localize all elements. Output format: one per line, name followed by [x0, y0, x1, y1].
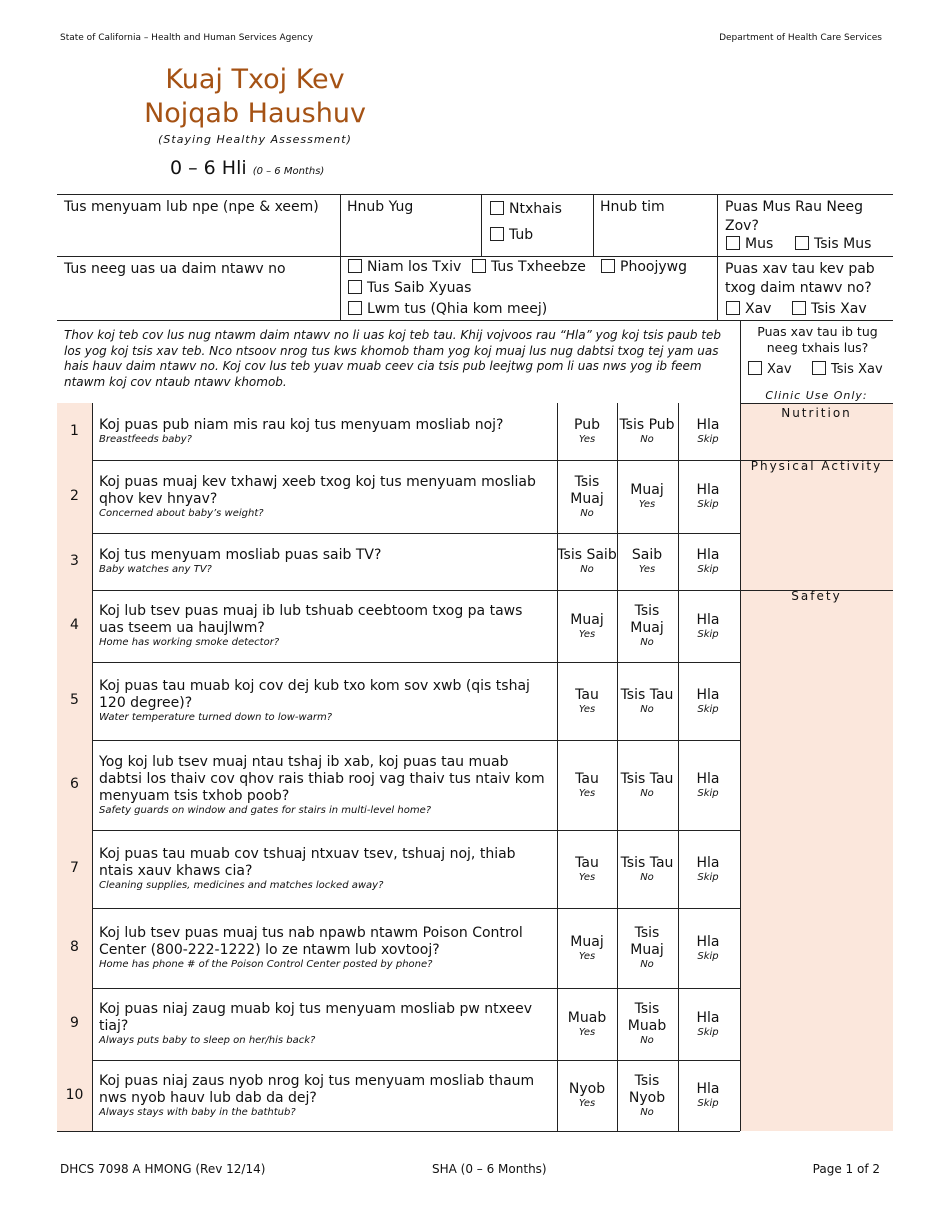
clinic-top-border: [740, 403, 893, 404]
question-text: [99, 474, 549, 520]
help-yes-checkbox[interactable]: [726, 301, 740, 315]
answer-option-a2[interactable]: [617, 771, 677, 800]
answer-label: Hla: [696, 482, 720, 498]
school-yes-checkbox[interactable]: [726, 236, 740, 250]
interpreter-question: Puas xav tau ib tug neeg txhais lus?: [757, 324, 878, 355]
question-row-border: [57, 988, 740, 989]
answer-option-a3[interactable]: [678, 482, 738, 511]
answer-english: Yes: [578, 1026, 596, 1038]
interpreter-no-checkbox[interactable]: [812, 361, 826, 375]
form-subtitle: (Staying Healthy Assessment): [158, 133, 352, 146]
answer-english: Yes: [578, 1098, 596, 1109]
completer-relative-label: Tus Txheebze: [491, 259, 586, 275]
completer-friend-label: Phoojywg: [620, 259, 687, 275]
question-text: [99, 1073, 549, 1119]
answer-option-a1[interactable]: [557, 1081, 617, 1110]
question-row-border: [57, 908, 740, 909]
answer-label: Pub: [574, 417, 600, 433]
interpreter-yes-checkbox[interactable]: [748, 361, 762, 375]
answer-option-a2[interactable]: [617, 417, 677, 446]
answer-english: No: [580, 507, 594, 519]
clinic-use-title: Clinic Use Only:: [765, 389, 868, 402]
completer-other-label: Lwm tus (Qhia kom meej): [367, 301, 548, 317]
completer-option-relative[interactable]: [472, 258, 586, 277]
gender-male-label: Tub: [509, 227, 534, 243]
question-number: 6: [70, 776, 79, 792]
answer-english: No: [640, 871, 654, 883]
answer-english: Skip: [697, 564, 719, 575]
gender-male-option[interactable]: [490, 226, 533, 245]
info-vline-2: [481, 194, 482, 256]
gender-female-checkbox[interactable]: [490, 201, 504, 215]
question-english: Concerned about baby’s weight?: [99, 507, 264, 519]
answer-option-a2[interactable]: [617, 855, 677, 884]
answer-option-a2[interactable]: [617, 482, 677, 511]
question-row-border: [57, 590, 740, 591]
question-number: 1: [70, 422, 79, 439]
question-hmong: Koj puas tau muab cov tshuaj ntxuav tsev, tshuaj noj, thiab ntais xauv khaws cia?: [99, 846, 516, 879]
question-text: [99, 547, 549, 576]
answer-option-a3[interactable]: [678, 1010, 738, 1039]
answer-english: Yes: [578, 871, 596, 883]
interpreter-no-option[interactable]: [812, 360, 883, 379]
answer-option-a1[interactable]: [557, 934, 617, 963]
answer-option-a1[interactable]: [557, 547, 617, 576]
answer-english: Yes: [578, 703, 596, 715]
info-bottom-border: [57, 320, 893, 321]
question-number: 5: [70, 692, 79, 708]
answer-option-a1[interactable]: [557, 771, 617, 800]
question-number: 7: [70, 860, 79, 876]
answer-label: Tau: [575, 854, 599, 871]
question-row-border: [57, 740, 740, 741]
answer-option-a3[interactable]: [678, 417, 738, 446]
answer-label: Tsis Tau: [620, 686, 674, 703]
today-date-label: Hnub tim: [600, 199, 665, 215]
question-grid-vline: [617, 403, 618, 1131]
question-english: Always stays with baby in the bathtub?: [99, 1106, 296, 1118]
question-grid-vline: [557, 403, 558, 1131]
answer-english: Skip: [697, 871, 719, 883]
help-no-checkbox[interactable]: [792, 301, 806, 315]
answer-english: No: [640, 1106, 654, 1118]
question-hmong: Koj lub tsev puas muaj tus nab npawb ntawm Poison Control Center (800-222-1222) lo ze ntawm lub xovtooj?: [99, 925, 523, 958]
info-vline-4: [717, 194, 718, 320]
question-english: Home has phone # of the Poison Control Center posted by phone?: [99, 959, 433, 970]
interpreter-yes-option[interactable]: [748, 360, 792, 379]
answer-label: Tsis Muaj: [570, 473, 604, 507]
completer-label: Tus neeg uas ua daim ntawv no: [64, 261, 286, 277]
birthdate-label: Hnub Yug: [347, 199, 414, 215]
answer-option-a2[interactable]: [617, 547, 677, 576]
question-hmong: Koj puas muaj kev txhawj xeeb txog koj tus menyuam mosliab qhov kev hnyav?: [99, 473, 536, 507]
answer-label: Tsis Muaj: [630, 603, 664, 636]
question-hmong: Koj puas pub niam mis rau koj tus menyuam mosliab noj?: [99, 417, 504, 433]
question-grid-vline: [740, 403, 741, 1131]
answer-option-a2[interactable]: [617, 925, 677, 971]
completer-parent-checkbox[interactable]: [348, 259, 362, 273]
question-hmong: Yog koj lub tsev muaj ntau tshaj ib xab, koj puas tau muab dabtsi los thaiv cov qhov rais thiab rooj vag thaiv tus ntaiv kom menyuam tsis txhob poob?: [99, 753, 545, 804]
question-grid-vline: [678, 403, 679, 1131]
answer-english: No: [640, 637, 654, 648]
info-vline-1: [340, 194, 341, 320]
question-row-border: [57, 830, 740, 831]
answer-option-a1[interactable]: [557, 687, 617, 716]
completer-friend-checkbox[interactable]: [601, 259, 615, 273]
age-range-english: (0 – 6 Months): [252, 166, 325, 177]
interpreter-no-label: Tsis Xav: [831, 362, 883, 377]
answer-label: Muaj: [570, 933, 604, 950]
form-id: DHCS 7098 A HMONG (Rev 12/14): [60, 1162, 266, 1176]
answer-english: Skip: [697, 628, 719, 640]
answer-english: Skip: [697, 1026, 719, 1038]
question-english: Safety guards on window and gates for stairs in multi-level home?: [99, 804, 432, 816]
form-title-line2: Nojqab Haushuv: [144, 98, 366, 129]
answer-english: Yes: [578, 628, 596, 640]
answer-english: No: [640, 1035, 654, 1046]
answer-label: Tsis Nyob: [628, 1072, 666, 1106]
help-question: Puas xav tau kev pab txog daim ntawv no?: [725, 261, 875, 296]
question-text: [99, 925, 549, 971]
school-no-label: Tsis Mus: [814, 236, 872, 252]
answer-label: Hla: [696, 770, 720, 787]
answer-english: Yes: [578, 434, 596, 445]
answer-option-a1[interactable]: [557, 474, 617, 520]
answer-label: Hla: [696, 1081, 720, 1097]
child-name-label: Tus menyuam lub npe (npe & xeem): [64, 199, 319, 215]
answer-english: No: [640, 434, 654, 445]
answer-option-a2[interactable]: [617, 603, 677, 649]
answer-label: Tsis Tau: [620, 770, 674, 787]
answer-english: Skip: [697, 434, 719, 445]
question-text: [99, 754, 549, 817]
department-name: Department of Health Care Services: [719, 33, 882, 43]
answer-english: No: [640, 959, 654, 970]
question-grid-vline: [92, 403, 93, 1131]
answer-english: Skip: [697, 787, 719, 799]
question-english: Cleaning supplies, medicines and matches locked away?: [99, 880, 384, 891]
answer-english: No: [640, 787, 654, 799]
answer-option-a1[interactable]: [557, 855, 617, 884]
answer-label: Tsis Muaj: [630, 925, 664, 958]
answer-label: Hla: [696, 417, 720, 433]
answer-label: Hla: [696, 1009, 720, 1026]
completer-option-other[interactable]: [348, 300, 547, 319]
gender-female-label: Ntxhais: [509, 201, 562, 217]
question-number: 8: [70, 939, 79, 955]
answer-english: Skip: [697, 950, 719, 962]
answer-option-a1[interactable]: [557, 1010, 617, 1039]
help-yes-label: Xav: [745, 301, 772, 317]
answer-english: Skip: [697, 499, 719, 510]
answer-english: Skip: [697, 703, 719, 715]
answer-option-a1[interactable]: [557, 417, 617, 446]
question-hmong: Koj lub tsev puas muaj ib lub tshuab ceebtoom txog pa taws uas tseem ua haujlwm?: [99, 603, 523, 636]
form-name: SHA (0 – 6 Months): [432, 1162, 547, 1176]
question-row-border: [57, 1060, 740, 1061]
answer-option-a1[interactable]: [557, 612, 617, 641]
answer-english: Yes: [578, 950, 596, 962]
answer-label: Tsis Saib: [557, 547, 617, 563]
page-number: Page 1 of 2: [812, 1162, 880, 1176]
answer-label: Muab: [567, 1009, 607, 1026]
answer-option-a2[interactable]: [617, 1001, 677, 1047]
school-question: Puas Mus Rau Neeg Zov?: [725, 199, 863, 234]
info-vline-3: [593, 194, 594, 256]
answer-english: Yes: [578, 787, 596, 799]
answer-label: Saib: [631, 547, 663, 563]
school-yes-label: Mus: [745, 236, 774, 252]
answer-option-a3[interactable]: [678, 1081, 738, 1110]
question-row-border: [57, 662, 740, 663]
question-row-border: [57, 1131, 740, 1132]
help-no-option[interactable]: [792, 300, 867, 319]
answer-english: No: [640, 703, 654, 715]
question-english: Water temperature turned down to low-warm?: [99, 712, 333, 723]
instructions-text: Thov koj teb cov lus nug ntawm daim ntawv no li uas koj teb tau. Khij vojvoos rau “Hla” yog koj tsis paub teb los yog koj tsis xav teb. Nco ntsoov nrog tus kws khomob tham yog koj muaj lus nug dabtsi txog tej yam uas hais hauv daim ntawv no. Koj cov lus teb yuav muab ceev cia tsis pub leejtwg pom li uas nws yog ib feem ntawm koj cov ntaub ntawv khomob.: [64, 328, 721, 389]
form-title-line1: Kuaj Txoj Kev: [165, 64, 345, 95]
answer-option-a2[interactable]: [617, 687, 677, 716]
answer-label: Muaj: [630, 482, 664, 498]
gender-female-option[interactable]: [490, 200, 562, 219]
question-hmong: Koj puas niaj zaus nyob nrog koj tus menyuam mosliab thaum nws nyob hauv lub dab da dej?: [99, 1072, 535, 1106]
answer-label: Hla: [696, 547, 720, 563]
answer-option-a3[interactable]: [678, 855, 738, 884]
question-number: 10: [65, 1086, 84, 1103]
clinic-section-safety: Safety: [791, 589, 842, 603]
answer-option-a2[interactable]: [617, 1073, 677, 1119]
answer-english: Skip: [697, 1098, 719, 1109]
clinic-section-nutrition: Nutrition: [781, 406, 852, 420]
question-number: 2: [70, 487, 79, 504]
school-no-option[interactable]: [795, 235, 871, 254]
completer-relative-checkbox[interactable]: [472, 259, 486, 273]
question-text: [99, 678, 549, 724]
question-hmong: Koj puas niaj zaug muab koj tus menyuam mosliab pw ntxeev tiaj?: [99, 1001, 532, 1034]
answer-english: Yes: [638, 564, 656, 575]
question-hmong: Koj tus menyuam mosliab puas saib TV?: [99, 547, 382, 563]
question-number: 9: [70, 1015, 79, 1031]
answer-option-a3[interactable]: [678, 771, 738, 800]
answer-label: Tau: [575, 770, 599, 787]
answer-label: Tsis Tau: [620, 854, 674, 871]
gender-male-checkbox[interactable]: [490, 227, 504, 241]
question-english: Always puts baby to sleep on her/his back?: [99, 1035, 316, 1046]
question-number: 4: [70, 617, 79, 633]
answer-label: Hla: [696, 933, 720, 950]
answer-label: Hla: [696, 611, 720, 628]
question-text: [99, 417, 549, 446]
answer-english: Yes: [638, 499, 656, 510]
answer-option-a3[interactable]: [678, 612, 738, 641]
completer-caregiver-checkbox[interactable]: [348, 280, 362, 294]
completer-option-caregiver[interactable]: [348, 279, 471, 298]
answer-label: Muaj: [570, 611, 604, 628]
completer-option-parent[interactable]: [348, 258, 461, 277]
question-row-border: [57, 460, 740, 461]
completer-caregiver-label: Tus Saib Xyuas: [367, 280, 472, 296]
answer-label: Tau: [575, 686, 599, 703]
question-number: 3: [70, 552, 79, 569]
answer-label: Tsis Muab: [627, 1001, 667, 1034]
answer-option-a3[interactable]: [678, 687, 738, 716]
answer-english: No: [580, 564, 594, 575]
age-range-hmong: 0 – 6 Hli: [170, 157, 247, 179]
question-english: Baby watches any TV?: [99, 564, 212, 575]
clinic-use-area: [740, 403, 893, 1131]
answer-label: Hla: [696, 854, 720, 871]
school-no-checkbox[interactable]: [795, 236, 809, 250]
agency-name: State of California – Health and Human Services Agency: [60, 33, 313, 43]
completer-other-checkbox[interactable]: [348, 301, 362, 315]
interpreter-yes-label: Xav: [767, 362, 792, 377]
answer-option-a3[interactable]: [678, 934, 738, 963]
help-yes-option[interactable]: [726, 300, 771, 319]
answer-label: Tsis Pub: [619, 417, 675, 433]
help-no-label: Tsis Xav: [811, 301, 867, 317]
question-row-border: [57, 533, 740, 534]
question-english: Home has working smoke detector?: [99, 637, 280, 648]
clinic-section-physical-activity: Physical Activity: [750, 459, 883, 473]
question-hmong: Koj puas tau muab koj cov dej kub txo kom sov xwb (qis tshaj 120 degree)?: [99, 678, 530, 711]
answer-label: Nyob: [568, 1081, 606, 1097]
question-english: Breastfeeds baby?: [99, 434, 192, 445]
info-top-border: [57, 194, 893, 195]
completer-option-friend[interactable]: [601, 258, 687, 277]
age-range: [170, 157, 324, 179]
question-text: [99, 846, 549, 892]
question-text: [99, 1001, 549, 1047]
school-yes-option[interactable]: [726, 235, 773, 254]
answer-option-a3[interactable]: [678, 547, 738, 576]
question-text: [99, 603, 549, 649]
answer-label: Hla: [696, 686, 720, 703]
completer-parent-label: Niam los Txiv: [367, 259, 462, 275]
info-row-divider: [57, 256, 893, 257]
